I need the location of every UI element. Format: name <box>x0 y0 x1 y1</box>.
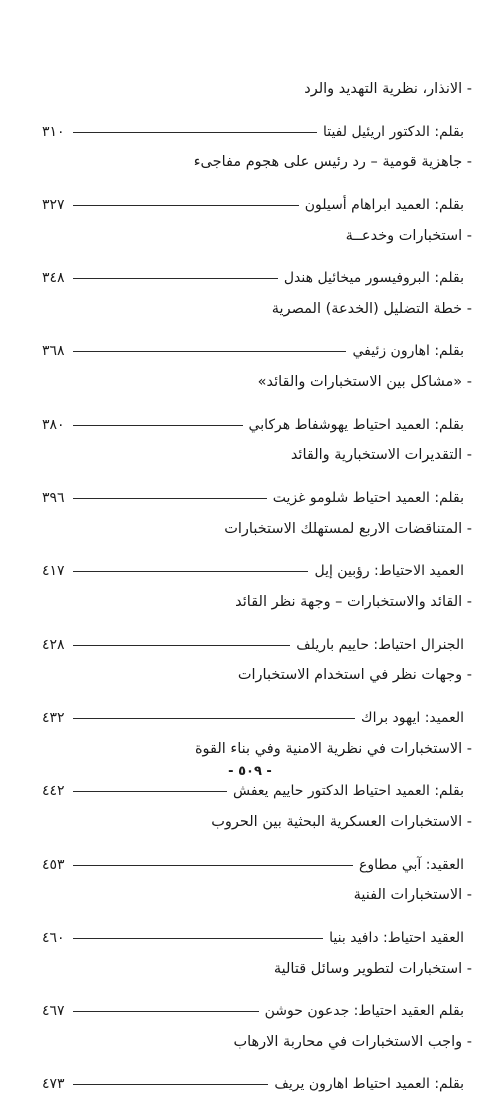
toc-page-number: ٣١٠ <box>42 123 65 140</box>
toc-entry-author: بقلم: العميد ابراهام أسيلون <box>304 196 464 213</box>
toc-entry-title: - خطة التضليل (الخدعة) المصرية <box>271 300 472 317</box>
toc-page-number: ٣٩٦ <box>42 490 65 507</box>
toc-leader-line <box>73 132 317 133</box>
toc-entry-title: - المتناقضات الاربع لمستهلك الاستخبارات <box>224 520 472 537</box>
toc-author-line <box>42 917 472 954</box>
toc-leader-line <box>73 498 267 499</box>
toc-page-number: ٣٨٠ <box>42 416 65 433</box>
toc-author-row <box>42 188 472 216</box>
toc-entry-title: - وجهات نظر في استخدام الاستخبارات <box>237 667 472 684</box>
toc-title-line <box>42 221 472 258</box>
toc-entry-title: - «مشاكل بين الاستخبارات والقائد» <box>257 374 472 391</box>
toc-leader-line <box>73 205 299 206</box>
toc-leader-line <box>73 938 324 939</box>
toc-author-row <box>42 994 472 1022</box>
toc-page-number: ٤٧٣ <box>42 1076 65 1093</box>
toc-entry-author: بقلم العقيد احتياط: جدعون حوشن <box>264 1003 464 1020</box>
toc-entry <box>42 221 472 294</box>
toc-author-line <box>42 990 472 1027</box>
toc-entry-title: - القائد والاستخبارات – وجهة نظر القائد <box>235 594 472 611</box>
table-of-contents <box>42 74 472 1100</box>
toc-entry-author: العقيد احتياط: دافيد بنيا <box>329 929 464 946</box>
toc-leader-line <box>73 425 243 426</box>
toc-author-line <box>42 330 472 367</box>
toc-author-line <box>42 257 472 294</box>
toc-entry-author: العقيد: آبي مطاوع <box>359 856 464 873</box>
toc-author-row <box>42 334 472 362</box>
toc-entry <box>42 74 472 147</box>
toc-title-line <box>42 367 472 404</box>
toc-entry-author: بقلم: العميد احتياط يهوشفاط هركابي <box>248 416 464 433</box>
toc-page-number: ٣٤٨ <box>42 270 65 287</box>
toc-entry-title: - الاستخبارات في نظرية الامنية وفي بناء القوة <box>194 740 472 757</box>
toc-leader-line <box>73 865 353 866</box>
toc-page-number: ٤١٧ <box>42 563 65 580</box>
toc-entry-title: - جاهزية قومية – رد رئيس على هجوم مفاجىء <box>193 154 472 171</box>
toc-author-row <box>42 848 472 876</box>
toc-entry-title: - الاستخبارات الفنية <box>353 887 472 904</box>
toc-entry-title: - الانذار، نظرية التهديد والرد <box>304 81 472 97</box>
toc-page-number: ٤٢٨ <box>42 636 65 653</box>
toc-entry-author: العميد: ايهود براك <box>361 709 464 726</box>
toc-entry <box>42 807 472 880</box>
toc-entry <box>42 954 472 1027</box>
toc-entry <box>42 660 472 733</box>
toc-entry <box>42 587 472 660</box>
toc-entry-author: بقلم: العميد احتياط الدكتور حاييم يعفش <box>232 783 464 800</box>
page-number-footer: - ٥٠٩ - <box>228 764 272 779</box>
toc-leader-line <box>73 571 309 572</box>
toc-title-line <box>42 440 472 477</box>
toc-leader-line <box>73 718 355 719</box>
toc-title-line <box>42 587 472 624</box>
toc-author-row <box>42 1067 472 1095</box>
toc-entry-author: بقلم: العميد احتياط شلومو غزيت <box>272 490 464 507</box>
toc-author-row <box>42 628 472 656</box>
toc-page-number: ٤٥٣ <box>42 856 65 873</box>
toc-entry-title: - استخبارات لتطوير وسائل قتالية <box>273 960 472 977</box>
toc-entry-title: - التقديرات الاستخبارية والقائد <box>290 447 472 464</box>
toc-entry-author: الجنرال احتياط: حاييم باريلف <box>296 636 464 653</box>
toc-entry <box>42 147 472 220</box>
toc-title-line <box>42 74 472 111</box>
toc-author-line <box>42 184 472 221</box>
toc-leader-line <box>73 351 347 352</box>
toc-entry-title: - واجب الاستخبارات في محاربة الارهاب <box>233 1033 472 1050</box>
toc-title-line <box>42 294 472 331</box>
toc-author-line <box>42 477 472 514</box>
toc-page-number: ٣٦٨ <box>42 343 65 360</box>
toc-entry-title: - الاستخبارات العسكرية البحثية بين الحروب <box>211 813 472 830</box>
toc-entry-author: العميد الاحتياط: رؤبين إيل <box>314 563 464 580</box>
toc-leader-line <box>73 791 227 792</box>
toc-entry-author: بقلم: البروفيسور ميخائيل هندل <box>283 270 464 287</box>
toc-entry-author: بقلم: العميد احتياط اهارون يريف <box>274 1076 464 1093</box>
toc-author-row <box>42 554 472 582</box>
toc-title-line <box>42 514 472 551</box>
toc-entry <box>42 440 472 513</box>
toc-title-line <box>42 954 472 991</box>
toc-title-line <box>42 660 472 697</box>
toc-page-number: ٣٢٧ <box>42 196 65 213</box>
toc-author-row <box>42 261 472 289</box>
toc-entry <box>42 880 472 953</box>
toc-entry-title: - استخبارات وخدعــة <box>345 227 472 244</box>
toc-author-row <box>42 408 472 436</box>
toc-page-number: ٤٦٠ <box>42 929 65 946</box>
toc-author-line <box>42 844 472 881</box>
toc-leader-line <box>73 1011 259 1012</box>
toc-author-row <box>42 701 472 729</box>
toc-author-line <box>42 624 472 661</box>
toc-author-line <box>42 111 472 148</box>
toc-title-line <box>42 880 472 917</box>
toc-title-line <box>42 147 472 184</box>
toc-page-number: ٤٣٢ <box>42 709 65 726</box>
toc-leader-line <box>73 1084 269 1085</box>
toc-entry-author: بقلم: الدكتور اريئيل لفيتا <box>322 123 464 140</box>
toc-entry <box>42 1027 472 1100</box>
toc-author-row <box>42 921 472 949</box>
toc-author-line <box>42 550 472 587</box>
toc-leader-line <box>73 278 278 279</box>
toc-entry <box>42 294 472 367</box>
toc-leader-line <box>73 645 291 646</box>
toc-entry-author: بقلم: اهارون زئيفي <box>352 343 464 360</box>
toc-entry <box>42 367 472 440</box>
toc-author-row <box>42 115 472 143</box>
toc-author-row <box>42 481 472 509</box>
toc-page-number: ٤٤٢ <box>42 783 65 800</box>
toc-page-number: ٤٦٧ <box>42 1003 65 1020</box>
toc-author-line <box>42 697 472 734</box>
toc-entry <box>42 514 472 587</box>
toc-title-line <box>42 1027 472 1064</box>
toc-list <box>42 74 472 1100</box>
toc-author-line <box>42 404 472 441</box>
toc-title-line <box>42 807 472 844</box>
toc-author-line <box>42 1063 472 1100</box>
